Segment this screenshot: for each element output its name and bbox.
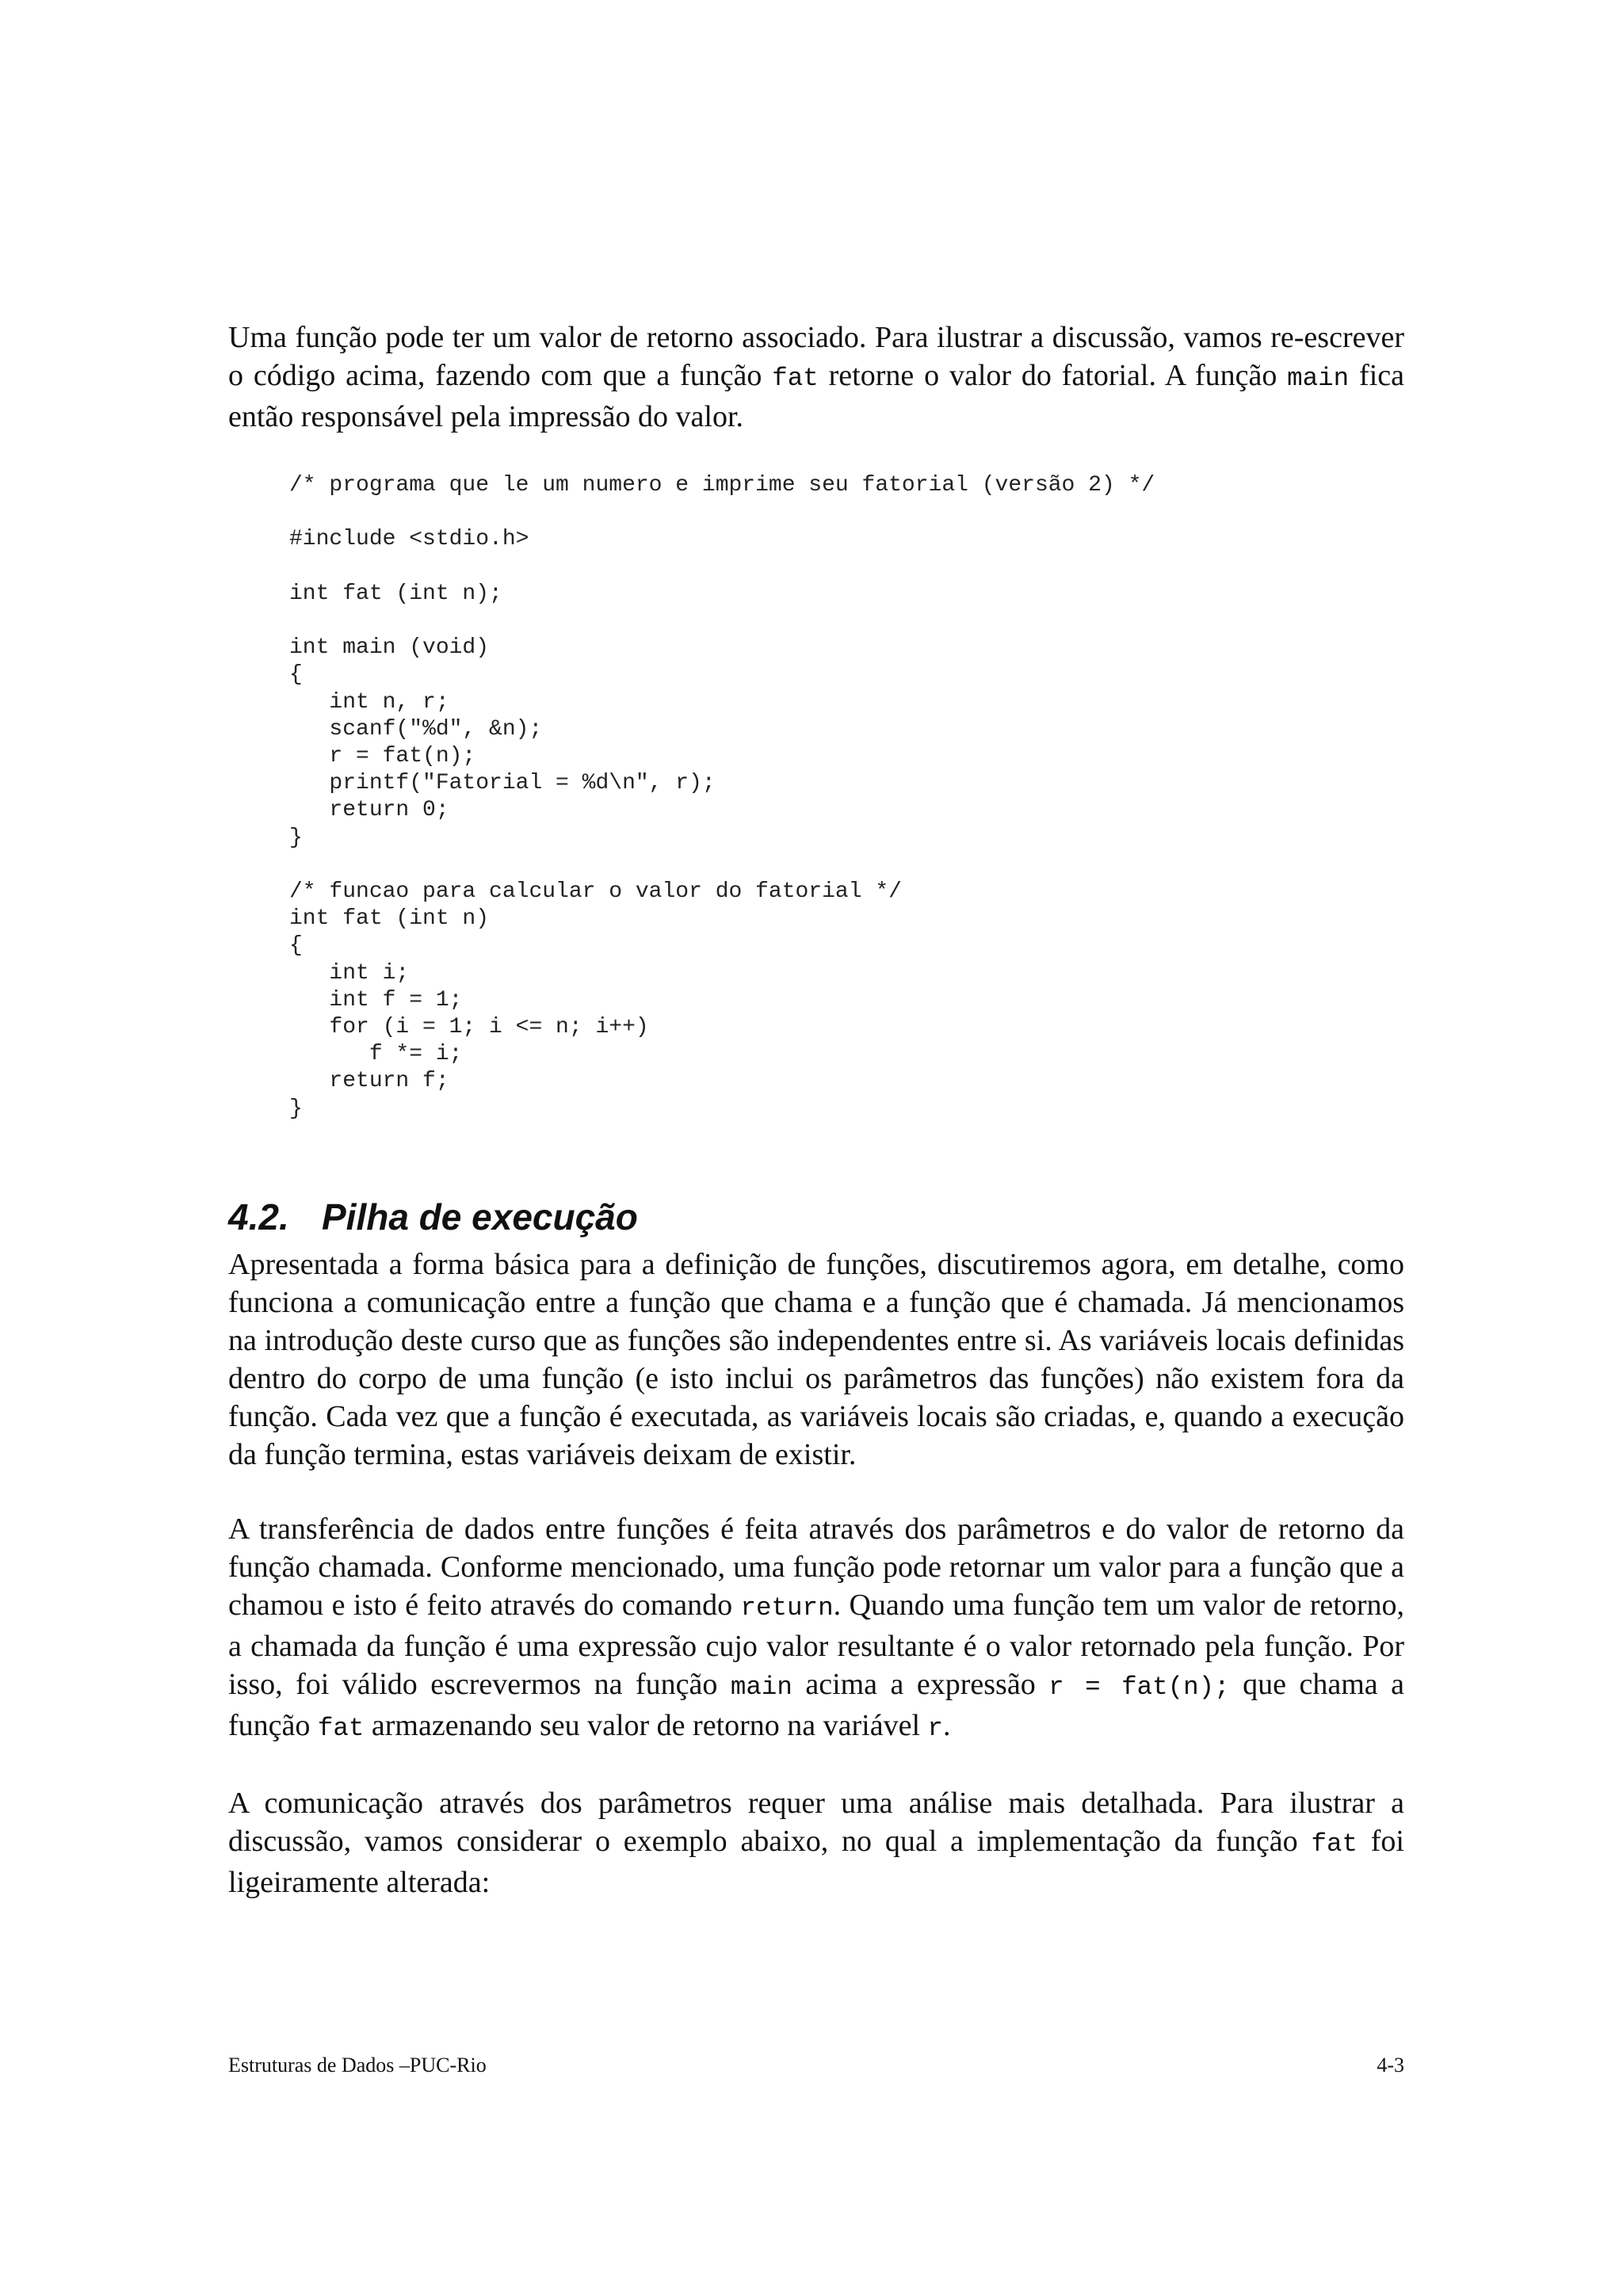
inline-code-fat: fat: [317, 1714, 365, 1743]
code-listing: /* programa que le um numero e imprime seu fatorial (versão 2) */ #include <stdio.h> int fat (int n); int main (void) { int n, r; scanf("%d", &n); r = fat(n); printf("Fatorial = %d\n", r); return 0; } /* funcao para calcular o valor do fatorial */ int fat (int n) { int i; int f = 1; for (i = 1; i <= n; i++) f *= i; return f; }: [289, 473, 1155, 1121]
page-footer: [228, 2054, 1404, 2077]
section-title: Pilha de execução: [322, 1196, 638, 1238]
intro-paragraph: [228, 318, 1404, 436]
intro-block: [228, 318, 1404, 436]
paragraph-1: Apresentada a forma básica para a definição de funções, discutiremos agora, em detalhe, como funciona a comunicação entre a função que chama e a função que é chamada. Já mencionamos na introdução deste curso que as funções são independentes entre si. As variáveis locais definidas dentro do corpo de uma função (e isto inclui os parâmetros das funções) não existem fora da função. Cada vez que a função é executada, as variáveis locais são criadas, e, quando a execução da função termina, estas variáveis deixam de existir.: [228, 1248, 1404, 1471]
intro-text-1: Uma função pode ter um valor de retorno associado. Para ilustrar a discussão, vamos re-escrever o código acima, fazendo com que a função: [228, 321, 1404, 392]
p2-text-4: que chama a função: [228, 1668, 1404, 1742]
inline-code-fat: fat: [1311, 1829, 1358, 1859]
inline-code-main: main: [1287, 364, 1350, 393]
section-body: [228, 1245, 1404, 1901]
paragraph-2: [228, 1510, 1404, 1748]
p2-text-2: . Quando uma função tem um valor de retorno, a chamada da função é uma expressão cujo valor resultante é o valor retornado pela função. Por isso, foi válido escrevermos na função: [228, 1589, 1404, 1701]
intro-text-3: fica então responsável pela impressão do valor.: [228, 359, 1404, 433]
inline-code-r: r: [927, 1714, 944, 1743]
p3-text-2: foi ligeiramente alterada:: [228, 1825, 1404, 1899]
inline-code-fat: fat: [772, 364, 819, 393]
p2-text-5: armazenando seu valor de retorno na variável: [364, 1709, 928, 1742]
p2-text-3: acima a expressão: [792, 1668, 1049, 1701]
inline-code-expression: r = fat(n);: [1048, 1672, 1230, 1702]
section-number: 4.2.: [228, 1196, 289, 1238]
p3-text-1: A comunicação através dos parâmetros requer uma análise mais detalhada. Para ilustrar a discussão, vamos considerar o exemplo abaixo, no qual a implementação da função: [228, 1787, 1404, 1858]
intro-text-2: retorne o valor do fatorial. A função: [818, 359, 1288, 392]
paragraph-3: [228, 1784, 1404, 1901]
page-number: 4-3: [1377, 2054, 1404, 2077]
inline-code-main: main: [730, 1672, 792, 1702]
p2-text-1: A transferência de dados entre funções é feita através dos parâmetros e do valor de retorno da função chamada. Conforme mencionado, uma função pode retornar um valor para a função que a chamou e isto é feito através do comando: [228, 1512, 1404, 1622]
section-heading: [228, 1195, 638, 1239]
p2-text-6: .: [943, 1709, 951, 1742]
footer-title: Estruturas de Dados –PUC-Rio: [228, 2054, 487, 2077]
inline-code-return: return: [740, 1593, 834, 1623]
